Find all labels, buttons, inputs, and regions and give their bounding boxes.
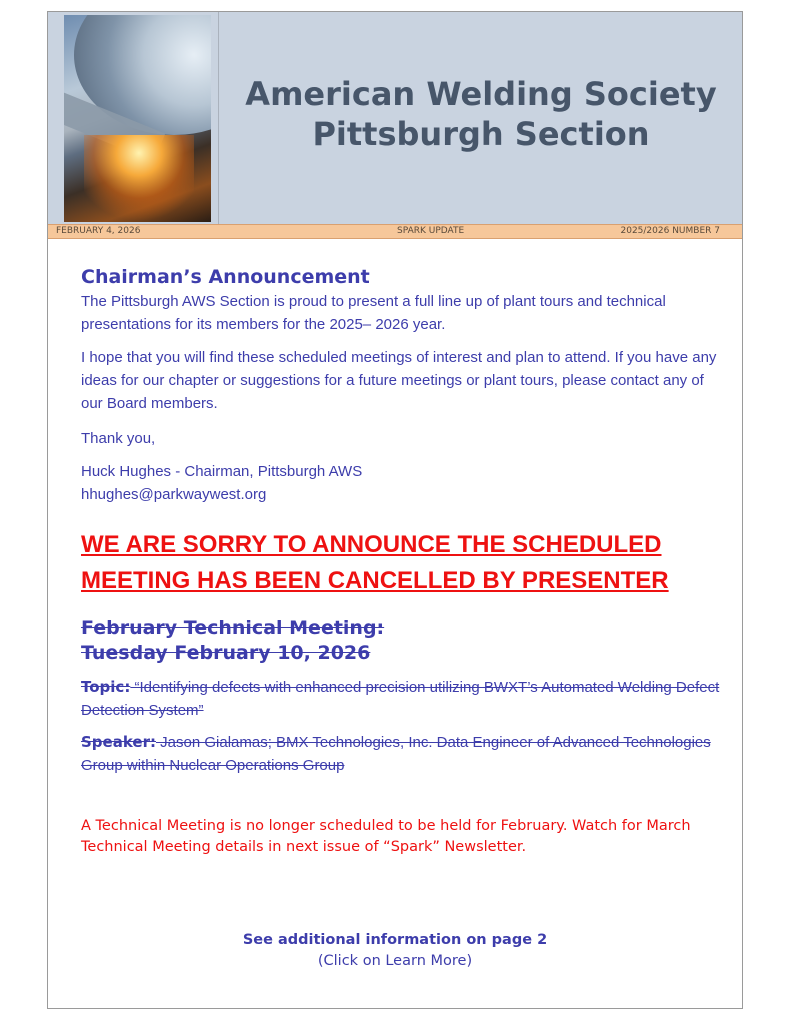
chairman-paragraph-1: The Pittsburgh AWS Section is proud to present a full line up of plant tours and technical presentations for its members for the 2025– 2026 year. bbox=[81, 293, 666, 333]
issue-date: FEBRUARY 4, 2026 bbox=[56, 226, 141, 236]
chairman-signature-name: Huck Hughes - Chairman, Pittsburgh AWS bbox=[81, 463, 363, 480]
meeting-speaker bbox=[81, 731, 721, 777]
meeting-date: Tuesday February 10, 2026 bbox=[81, 642, 371, 664]
learn-more-link[interactable]: (Click on Learn More) bbox=[317, 953, 473, 969]
speaker-label: Speaker: bbox=[81, 733, 156, 751]
cancel-notice-line-1: WE ARE SORRY TO ANNOUNCE THE SCHEDULED bbox=[81, 531, 662, 558]
strip-center-label: SPARK UPDATE bbox=[397, 226, 465, 236]
title-line-2: Pittsburgh Section bbox=[312, 115, 650, 153]
masthead-title bbox=[220, 74, 742, 154]
see-more-text: See additional information on page 2 bbox=[242, 932, 548, 948]
chairman-heading: Chairman’s Announcement bbox=[81, 266, 370, 288]
speaker-text: Jason Gialamas; BMX Technologies, Inc. Data Engineer of Advanced Technologies Group within Nuclear Operations Group bbox=[81, 734, 711, 774]
grinding-sparks-photo bbox=[64, 15, 211, 222]
title-line-1: American Welding Society bbox=[245, 75, 717, 113]
topic-text: “Identifying defects with enhanced precision utilizing BWXT’s Automated Welding Defect Detection System” bbox=[81, 679, 720, 719]
topic-label: Topic: bbox=[81, 678, 131, 696]
chairman-thanks: Thank you, bbox=[81, 430, 156, 447]
masthead bbox=[48, 12, 742, 225]
meeting-topic bbox=[81, 676, 721, 722]
issue-number: 2025/2026 NUMBER 7 bbox=[620, 226, 720, 236]
chairman-paragraph-2: I hope that you will find these scheduled meetings of interest and plan to attend. If you have any ideas for our chapter or suggestions for a future meetings or plant tours, please contact any of our Board members. bbox=[81, 349, 717, 412]
no-meeting-note: A Technical Meeting is no longer scheduled to be held for February. Watch for March Technical Meeting details in next issue of “Spark” Newsletter. bbox=[81, 818, 691, 855]
cancel-notice-line-2: MEETING HAS BEEN CANCELLED BY PRESENTER bbox=[81, 567, 669, 594]
newsletter-page bbox=[47, 11, 743, 1009]
chairman-email-link[interactable]: hhughes@parkwaywest.org bbox=[81, 486, 267, 503]
info-strip bbox=[48, 224, 742, 239]
meeting-title: February Technical Meeting: bbox=[81, 617, 385, 639]
masthead-divider bbox=[218, 12, 219, 224]
